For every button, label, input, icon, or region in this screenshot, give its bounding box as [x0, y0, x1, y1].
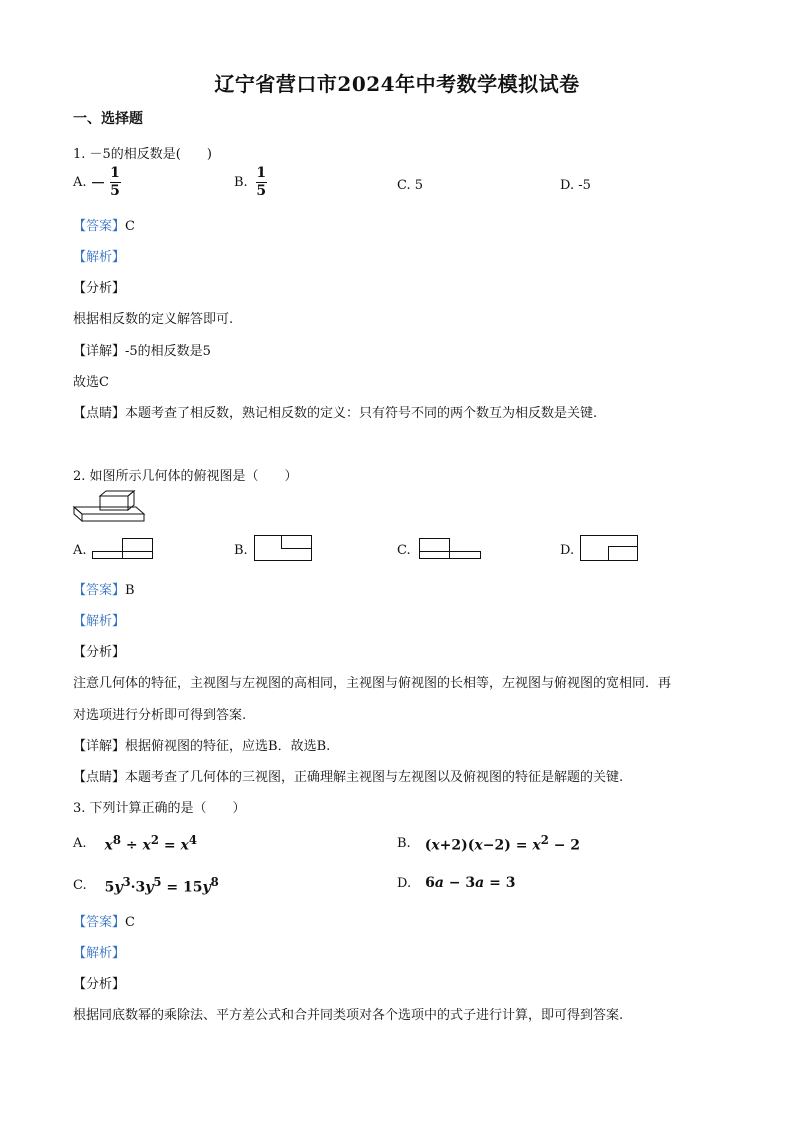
answer-tag: 【答案】 — [73, 915, 126, 930]
q1-option-a-fraction — [110, 166, 121, 199]
q1-xiangjie-text: -5的相反数是5 — [125, 344, 211, 359]
xiangjie-tag: 【详解】 — [73, 344, 126, 359]
q1-option-a-denominator: 5 — [110, 183, 120, 199]
q2-jiexi-tag: 【解析】 — [73, 614, 126, 629]
q1-option-b-numerator: 1 — [256, 165, 267, 181]
q2-option-d-figure — [580, 535, 640, 562]
q2-xiangjie-text: 根据俯视图的特征，应选B．故选B. — [125, 739, 331, 754]
q2-answer-value: B — [125, 583, 135, 598]
q2-option-b — [234, 543, 248, 558]
q1-option-b-denominator: 5 — [256, 183, 267, 199]
q3-option-b-formula: $(x+2)(x-2) = x^2 - 2$ — [424, 833, 581, 854]
q1-xiangjie — [73, 340, 211, 359]
q1-option-a — [73, 166, 121, 199]
q2-fenxi-text-2: 对选项进行分析即可得到答案. — [73, 708, 247, 723]
q3-option-a-formula: $x^8 \div x^2 = x^4$ — [104, 833, 197, 854]
q2-option-a — [73, 543, 87, 558]
q2-option-a-label: A. — [73, 543, 87, 558]
q1-option-b-label: B. — [234, 175, 248, 190]
q2-option-c — [397, 543, 411, 558]
q1-answer — [73, 215, 135, 234]
q2-option-c-figure — [419, 537, 483, 560]
q1-fenxi-text: 根据相反数的定义解答即可. — [73, 312, 234, 327]
q2-option-c-label: C. — [397, 543, 411, 558]
q2-option-a-figure — [92, 537, 154, 560]
page-title: 辽宁省营口市2024年中考数学模拟试卷 — [214, 72, 580, 96]
q1-jiexi-tag: 【解析】 — [73, 250, 126, 265]
q2-xiangjie — [73, 735, 330, 754]
q2-solid-figure — [72, 487, 152, 527]
q1-dianjing — [73, 402, 597, 421]
q3-answer-value: C — [125, 915, 135, 930]
q2-fenxi-tag: 【分析】 — [73, 645, 126, 660]
q1-choose: 故选C — [73, 375, 109, 390]
q3-fenxi-text: 根据同底数幂的乘除法、平方差公式和合并同类项对各个选项中的式子进行计算，即可得到答案. — [73, 1008, 624, 1023]
q2-dianjing — [73, 766, 623, 785]
q1-stem: 1. －5的相反数是( ) — [73, 147, 212, 162]
q2-fenxi-text-1: 注意几何体的特征，主视图与左视图的高相同，主视图与俯视图的长相等，左视图与俯视图的宽相同．再 — [73, 676, 672, 691]
q3-option-d — [397, 875, 515, 891]
q3-option-c — [73, 875, 219, 896]
q2-dianjing-text: 本题考查了几何体的三视图，正确理解主视图与左视图以及俯视图的特征是解题的关键. — [125, 770, 624, 785]
q3-fenxi-tag: 【分析】 — [73, 977, 126, 992]
q1-option-b — [234, 166, 267, 199]
q3-answer — [73, 911, 135, 930]
q2-answer — [73, 579, 135, 598]
q3-stem: 3. 下列计算正确的是（ ） — [73, 801, 246, 816]
answer-tag: 【答案】 — [73, 583, 126, 598]
q3-option-d-label: D. — [397, 875, 412, 891]
xiangjie-tag: 【详解】 — [73, 739, 126, 754]
q2-stem: 2. 如图所示几何体的俯视图是（ ） — [73, 469, 298, 484]
q1-fenxi-tag: 【分析】 — [73, 281, 126, 296]
q2-option-d-label: D. — [560, 543, 575, 558]
q3-jiexi-tag: 【解析】 — [73, 946, 126, 961]
q1-answer-value: C — [125, 219, 135, 234]
q1-option-a-label: A. — [73, 175, 87, 190]
q1-option-c: C. 5 — [397, 178, 424, 193]
q1-dianjing-text: 本题考查了相反数，熟记相反数的定义：只有符号不同的两个数互为相反数是关键. — [125, 406, 598, 421]
q3-option-d-formula: 6a − 3a = 3 — [425, 875, 516, 891]
q3-option-b — [397, 833, 580, 854]
q1-option-d: D. -5 — [560, 178, 591, 193]
q3-option-b-label: B. — [397, 835, 411, 851]
q1-option-b-fraction — [256, 166, 267, 199]
q1-option-a-sign: － — [90, 174, 106, 192]
q3-option-a-label: A. — [73, 835, 87, 851]
q3-option-c-label: C. — [73, 877, 87, 893]
q2-option-b-figure — [254, 535, 314, 562]
q2-option-b-label: B. — [234, 543, 248, 558]
q1-option-a-numerator: 1 — [110, 165, 120, 181]
q2-option-d — [560, 543, 574, 558]
section-heading: 一、选择题 — [73, 111, 143, 127]
dianjing-tag: 【点睛】 — [73, 770, 126, 785]
q3-option-a — [73, 833, 197, 854]
dianjing-tag: 【点睛】 — [73, 406, 126, 421]
answer-tag: 【答案】 — [73, 219, 126, 234]
q3-option-c-formula: $5y^3\cdot 3y^5 = 15y^8$ — [104, 875, 219, 896]
